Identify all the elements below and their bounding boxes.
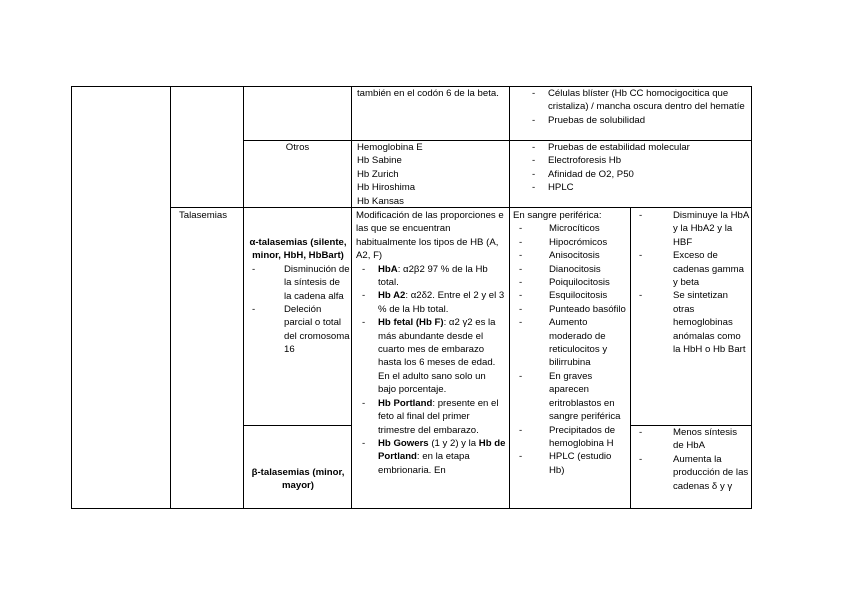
- list-item: Hb Hiroshima: [357, 182, 416, 194]
- list-item: - Punteado basófilo: [513, 303, 629, 316]
- list-item: - Pruebas de estabilidad molecular: [528, 141, 750, 154]
- list-item: - Células blíster (Hb CC homocigocitica que cristaliza) / mancha oscura dentro del hematíe: [528, 87, 750, 114]
- table-border-bottom: [71, 508, 752, 509]
- hb-de-portland-label: Hb de Portland: [378, 437, 506, 463]
- list-item: - Aumenta la producción de las cadenas δ y γ: [633, 453, 750, 493]
- blood-cell: [513, 209, 629, 477]
- hb-de-portland-text: : en la etapa embrionaria. En: [378, 451, 470, 476]
- beta-effects-list: [633, 426, 750, 493]
- hb-gowers-text: (1 y 2) y la: [428, 437, 479, 449]
- list-item: - Microcíticos: [513, 222, 629, 235]
- beta-cell: [246, 466, 350, 493]
- list-item: - Precipitados de hemoglobina H: [513, 424, 629, 451]
- row-divider-beta: [243, 425, 351, 426]
- list-item: [356, 437, 506, 477]
- list-item: - Disminución de la síntesis de la cadena alfa: [246, 263, 350, 303]
- alpha-effects-list: [633, 209, 750, 356]
- otros-label-cell: [244, 141, 351, 154]
- list-item: [356, 289, 506, 316]
- list-item: - Afinidad de O2, P50: [528, 168, 750, 181]
- hbf-text: : α2 γ2 es la más abundante desde el cuarto mes de embarazo hasta los 6 meses de edad. En el adulto sano solo un bajo porcentaje.: [378, 317, 496, 396]
- list-item: - Se sintetizan otras hemoglobinas anómalas como la HbH o Hb Bart: [633, 289, 750, 356]
- alpha-cell: [246, 236, 350, 357]
- hb-portland-label: Hb Portland: [378, 397, 433, 409]
- hba2-label: Hb A2: [378, 290, 406, 302]
- col-divider-4: [509, 86, 510, 509]
- list-item: - Deleción parcial o total del cromosoma 16: [246, 303, 350, 357]
- list-item: [356, 316, 506, 396]
- list-item: Hb Sabine: [357, 155, 402, 167]
- hba2-text: : α2δ2. Entre el 2 y el 3 % de la Hb total.: [378, 290, 505, 315]
- otros-types-cell: [357, 141, 505, 208]
- top-diagnosis-cell: [528, 87, 750, 127]
- beta-effects-cell: [633, 426, 750, 493]
- list-item: [356, 263, 506, 290]
- otros-diagnosis-cell: [528, 141, 750, 195]
- otros-label: Otros: [285, 142, 310, 153]
- col-divider-5: [630, 207, 631, 509]
- list-item: - Exceso de cadenas gamma y beta: [633, 249, 750, 289]
- hbf-label: Hb fetal (Hb F): [378, 317, 444, 329]
- list-item: - Electroforesis Hb: [528, 154, 750, 167]
- talasemias-description-cell: [356, 209, 506, 477]
- list-item: - En graves aparecen eritroblastos en sangre periférica: [513, 370, 629, 424]
- list-item: - Menos síntesis de HbA: [633, 426, 750, 453]
- talasemias-label: Talasemias: [179, 210, 227, 221]
- blood-list: [513, 222, 629, 477]
- list-item: Hb Kansas: [357, 195, 404, 207]
- hba-text: : α2β2 97 % de la Hb total.: [378, 263, 488, 289]
- top-description: también en el codón 6 de la beta.: [357, 88, 499, 99]
- col-divider-3: [351, 86, 352, 509]
- list-item: [356, 397, 506, 437]
- list-item: - Pruebas de solubilidad: [528, 114, 750, 127]
- talasemias-label-cell: [179, 209, 243, 222]
- list-item: - Poiquilocitosis: [513, 276, 629, 289]
- list-item: - Disminuye la HbA y la HbA2 y la HBF: [633, 209, 750, 249]
- list-item: - Hipocrómicos: [513, 236, 629, 249]
- table-border-right: [751, 86, 752, 509]
- description-intro: Modificación de las proporciones e las que se encuentran habitualmente los tipos de HB (A, A2, F): [356, 210, 504, 262]
- alpha-title: α-talasemias (silente, minor, HbH, HbBart): [249, 237, 347, 262]
- list-item: Hb Zurich: [357, 168, 399, 180]
- beta-title: β-talasemias (minor, mayor): [251, 467, 345, 492]
- blood-intro: En sangre periférica:: [513, 210, 602, 221]
- top-diagnosis-list: [528, 87, 750, 127]
- hb-portland-text: : presente en el feto al final del primer trimestre del embarazo.: [378, 397, 499, 436]
- table-border-left: [71, 86, 72, 509]
- alpha-effects-cell: [633, 209, 750, 356]
- hb-gowers-label: Hb Gowers: [378, 437, 429, 449]
- list-item: - Aumento moderado de reticulocitos y bilirrubina: [513, 316, 629, 370]
- top-description-cell: [357, 87, 505, 100]
- list-item: - Esquilocitosis: [513, 289, 629, 302]
- col-divider-1: [170, 86, 171, 509]
- list-item: - HPLC: [528, 181, 750, 194]
- list-item: - Dianocitosis: [513, 263, 629, 276]
- hba-label: HbA: [378, 263, 398, 275]
- otros-diagnosis-list: [528, 141, 750, 195]
- description-list: [356, 263, 506, 478]
- list-item: Hemoglobina E: [357, 142, 423, 153]
- list-item: - HPLC (estudio Hb): [513, 450, 629, 477]
- alpha-list: [246, 263, 350, 357]
- list-item: - Anisocitosis: [513, 249, 629, 262]
